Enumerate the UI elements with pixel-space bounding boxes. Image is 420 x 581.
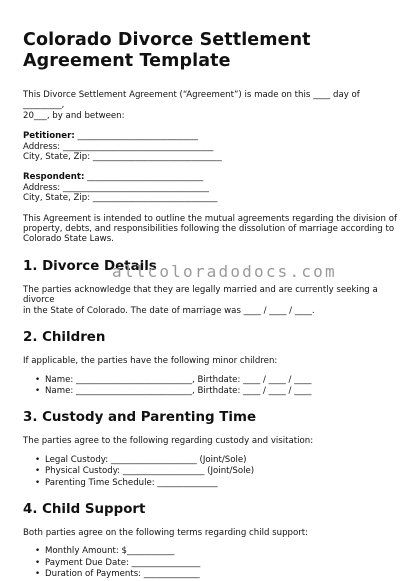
respondent-name-blank: ___________________________ bbox=[84, 172, 204, 183]
children-list bbox=[23, 375, 401, 397]
duration-line: Duration of Payments: _____________ bbox=[45, 569, 200, 580]
bullet: • bbox=[35, 385, 41, 396]
petitioner-city: City, State, Zip: ______________________________ bbox=[23, 152, 222, 163]
intro-paragraph bbox=[23, 90, 401, 121]
list-item bbox=[35, 569, 401, 579]
monthly-amount-line: Monthly Amount: $___________ bbox=[45, 546, 175, 557]
section-1-paragraph bbox=[23, 285, 401, 316]
list-item bbox=[35, 386, 401, 396]
section-4-heading: 4. Child Support bbox=[23, 501, 146, 517]
title-line-2: Agreement Template bbox=[23, 51, 231, 71]
section-3-intro: The parties agree to the following regarding custody and visitation: bbox=[23, 436, 314, 447]
section-3-heading: 3. Custody and Parenting Time bbox=[23, 410, 257, 426]
child-1-line: Name: ___________________________, Birthdate: ____ / ____ / ____ bbox=[45, 374, 312, 385]
list-item bbox=[35, 546, 401, 556]
respondent-label: Respondent: bbox=[23, 172, 85, 183]
section-1-line-1: The parties acknowledge that they are legally married and are currently seeking a divorce bbox=[23, 284, 378, 306]
bullet: • bbox=[35, 477, 41, 488]
custody-list bbox=[23, 455, 401, 488]
list-item bbox=[35, 455, 401, 465]
intro-line-2: 20___, by and between: bbox=[23, 110, 125, 121]
petitioner-name-blank: ____________________________ bbox=[74, 131, 198, 142]
respondent-block bbox=[23, 172, 401, 203]
petitioner-name-line bbox=[23, 131, 401, 141]
list-item bbox=[35, 375, 401, 385]
intro-line-1: This Divorce Settlement Agreement (“Agreement”) is made on this ____ day of _________, bbox=[23, 90, 360, 111]
petitioner-address: Address: ___________________________________ bbox=[23, 141, 214, 152]
child-2-line: Name: ___________________________, Birthdate: ____ / ____ / ____ bbox=[45, 385, 312, 396]
section-4-intro: Both parties agree on the following terms regarding child support: bbox=[23, 527, 309, 538]
document-title bbox=[23, 30, 401, 72]
respondent-city: City, State, Zip: _____________________________ bbox=[23, 193, 218, 204]
agreement-line-1: This Agreement is intended to outline the mutual agreements regarding the division of bbox=[23, 213, 398, 224]
bullet: • bbox=[35, 557, 41, 568]
petitioner-block bbox=[23, 131, 401, 162]
watermark: allcoloradodocs.com bbox=[112, 262, 337, 281]
agreement-line-3: Colorado State Laws. bbox=[23, 234, 114, 245]
child-support-list bbox=[23, 546, 401, 579]
list-item bbox=[35, 558, 401, 568]
section-1-heading: 1. Divorce Details bbox=[23, 258, 157, 274]
agreement-line-2: property, debts, and responsibilities following the dissolution of marriage according to bbox=[23, 224, 395, 235]
payment-due-line: Payment Due Date: ________________ bbox=[45, 557, 201, 568]
respondent-name-line bbox=[23, 172, 401, 182]
section-2-intro: If applicable, the parties have the following minor children: bbox=[23, 356, 278, 367]
list-item bbox=[35, 466, 401, 476]
legal-custody-line: Legal Custody: ____________________ (Joint/Sole) bbox=[45, 454, 247, 465]
parenting-time-line: Parenting Time Schedule: ______________ bbox=[45, 477, 218, 488]
physical-custody-line: Physical Custody: ___________________ (Joint/Sole) bbox=[45, 466, 255, 477]
section-1-line-2: in the State of Colorado. The date of marriage was ____ / ____ / ____. bbox=[23, 305, 315, 316]
bullet: • bbox=[35, 466, 41, 477]
title-line-1: Colorado Divorce Settlement bbox=[23, 30, 311, 50]
section-2-heading: 2. Children bbox=[23, 330, 106, 346]
document-page bbox=[23, 30, 401, 581]
respondent-address: Address: __________________________________ bbox=[23, 182, 209, 193]
petitioner-label: Petitioner: bbox=[23, 131, 75, 142]
bullet: • bbox=[35, 546, 41, 557]
bullet: • bbox=[35, 374, 41, 385]
bullet: • bbox=[35, 569, 41, 580]
bullet: • bbox=[35, 454, 41, 465]
list-item bbox=[35, 478, 401, 488]
agreement-paragraph bbox=[23, 214, 401, 245]
